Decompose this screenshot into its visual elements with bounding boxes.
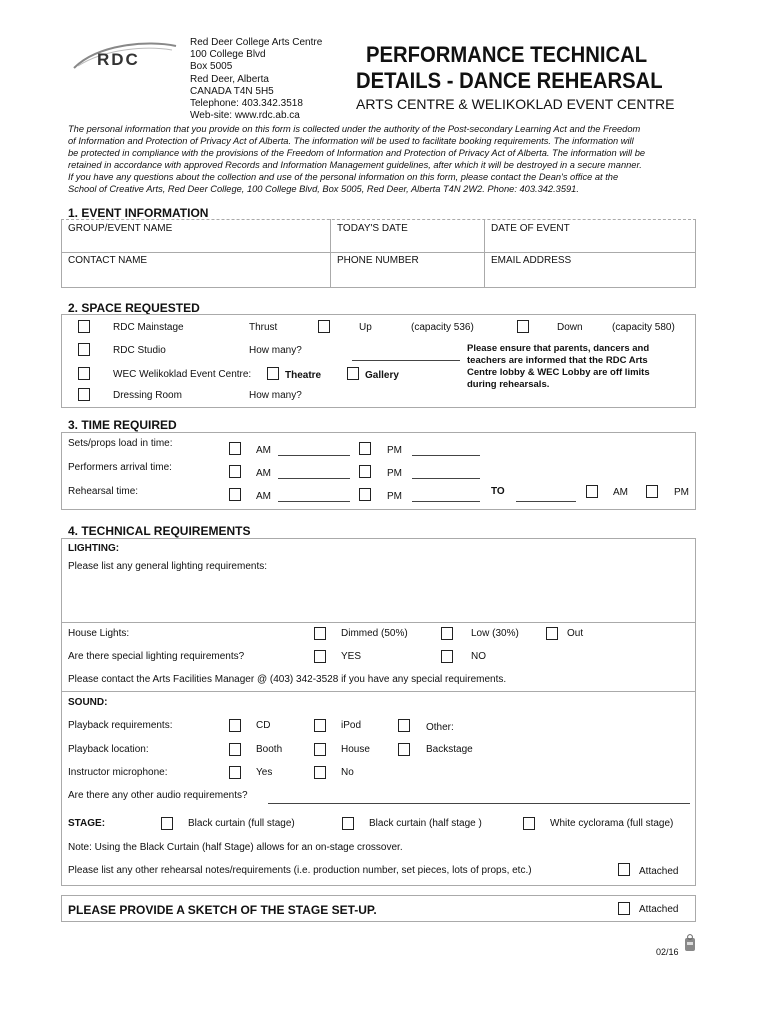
sets-pm-checkbox[interactable] <box>359 442 371 455</box>
out-checkbox[interactable] <box>546 627 558 640</box>
address-line: Red Deer, Alberta <box>190 73 269 85</box>
pm-label: PM <box>387 468 402 479</box>
sets-am-input[interactable] <box>278 455 350 456</box>
audio-requirements-input[interactable] <box>268 803 690 804</box>
divider <box>484 219 485 288</box>
gallery-checkbox[interactable] <box>347 367 359 380</box>
rehearsal-to-am-checkbox[interactable] <box>586 485 598 498</box>
attached-label: Attached <box>639 904 679 915</box>
address-line: Box 5005 <box>190 61 233 73</box>
capacity-536-label: (capacity 536) <box>411 322 474 333</box>
rehearsal-notes-prompt: Please list any other rehearsal notes/requirements (i.e. production number, set pieces, lots of props, etc.) <box>68 865 532 876</box>
to-label: TO <box>491 486 505 497</box>
address-line: 100 College Blvd <box>190 49 266 61</box>
studio-checkbox[interactable] <box>78 343 90 356</box>
theatre-checkbox[interactable] <box>267 367 279 380</box>
white-cyc-checkbox[interactable] <box>523 817 535 830</box>
section-title-technical: 4. TECHNICAL REQUIREMENTS <box>68 524 251 538</box>
black-half-checkbox[interactable] <box>342 817 354 830</box>
cd-checkbox[interactable] <box>229 719 241 732</box>
dimmed-checkbox[interactable] <box>314 627 326 640</box>
sets-load-label: Sets/props load in time: <box>68 438 173 449</box>
privacy-notice <box>68 123 708 195</box>
mic-no-checkbox[interactable] <box>314 766 326 779</box>
booth-label: Booth <box>256 744 283 755</box>
divider <box>61 622 696 623</box>
special-yes-checkbox[interactable] <box>314 650 326 663</box>
special-no-checkbox[interactable] <box>441 650 453 663</box>
audio-question: Are there any other audio requirements? <box>68 790 248 801</box>
lobby-notice <box>467 343 650 391</box>
section-title-event: 1. EVENT INFORMATION <box>68 206 209 220</box>
house-lights-label: House Lights: <box>68 628 130 639</box>
yes-label: YES <box>341 651 362 662</box>
address-block <box>190 37 322 122</box>
studio-label: RDC Studio <box>113 345 166 356</box>
section-title-space: 2. SPACE REQUESTED <box>68 301 200 315</box>
todays-date-field[interactable]: TODAY'S DATE <box>337 223 408 234</box>
how-many-label: How many? <box>249 345 302 356</box>
thrust-label: Thrust <box>249 322 278 333</box>
dressing-room-label: Dressing Room <box>113 390 182 401</box>
attached-label: Attached <box>639 866 679 877</box>
backstage-label: Backstage <box>426 744 473 755</box>
sets-pm-input[interactable] <box>412 455 480 456</box>
mic-yes-label: Yes <box>256 767 273 778</box>
date-of-event-field[interactable]: DATE OF EVENT <box>491 223 570 234</box>
group-event-name-field[interactable]: GROUP/EVENT NAME <box>68 223 173 234</box>
white-cyc-label: White cyclorama (full stage) <box>550 818 674 829</box>
performers-am-input[interactable] <box>278 478 350 479</box>
low-checkbox[interactable] <box>441 627 453 640</box>
mic-no-label: No <box>341 767 354 778</box>
wec-label: WEC Welikoklad Event Centre: <box>113 369 252 380</box>
rehearsal-to-pm-checkbox[interactable] <box>646 485 658 498</box>
logo-text: RDC <box>97 50 140 69</box>
sets-am-checkbox[interactable] <box>229 442 241 455</box>
rehearsal-pm-input[interactable] <box>412 501 480 502</box>
divider <box>330 219 331 288</box>
black-full-label: Black curtain (full stage) <box>188 818 295 829</box>
how-many-label: How many? <box>249 390 302 401</box>
playback-requirements-label: Playback requirements: <box>68 720 173 731</box>
privacy-line: retained in accordance with approved Records and Information Management guidelines, after which it will be destroyed in a secure manner. <box>68 160 642 170</box>
notes-attached-checkbox[interactable] <box>618 863 630 876</box>
page-title-line2: DETAILS - DANCE REHEARSAL <box>356 68 663 93</box>
address-line: Web-site: www.rdc.ab.ca <box>190 110 300 122</box>
address-line: Red Deer College Arts Centre <box>190 37 323 48</box>
black-full-checkbox[interactable] <box>161 817 173 830</box>
pm-label: PM <box>387 491 402 502</box>
dimmed-label: Dimmed (50%) <box>341 628 408 639</box>
privacy-line: The personal information that you provide on this form is collected under the authority of the Post-secondary Learning Act and the Freedom <box>68 124 641 134</box>
am-label: AM <box>256 468 271 479</box>
performers-arrival-label: Performers arrival time: <box>68 462 172 473</box>
house-label: House <box>341 744 370 755</box>
privacy-line: If you have any questions about the collection and use of the personal information on this form, please contact the Dean's office at the <box>68 172 619 182</box>
page-title-line1: PERFORMANCE TECHNICAL <box>366 42 648 67</box>
playback-location-label: Playback location: <box>68 744 149 755</box>
am-label: AM <box>256 491 271 502</box>
pm-label: PM <box>387 445 402 456</box>
notice-line: teachers are informed that the RDC Arts <box>467 355 648 366</box>
notice-line: Centre lobby & WEC Lobby are off limits <box>467 367 650 378</box>
how-many-input[interactable] <box>352 360 460 361</box>
low-label: Low (30%) <box>471 628 519 639</box>
sketch-attached-checkbox[interactable] <box>618 902 630 915</box>
other-label: Other: <box>426 722 454 733</box>
sound-heading: SOUND: <box>68 697 108 708</box>
recycle-icon <box>684 934 696 952</box>
backstage-checkbox[interactable] <box>398 743 410 756</box>
phone-number-field[interactable]: PHONE NUMBER <box>337 255 419 266</box>
privacy-line: of Information and Protection of Privacy Act of Alberta. The information will be used to facilitate booking requirements. The information will <box>68 136 634 146</box>
cd-label: CD <box>256 720 271 731</box>
pm-label: PM <box>674 487 689 498</box>
lighting-heading: LIGHTING: <box>68 543 120 554</box>
rehearsal-time-label: Rehearsal time: <box>68 486 139 497</box>
wec-checkbox[interactable] <box>78 367 90 380</box>
mainstage-label: RDC Mainstage <box>113 322 184 333</box>
mic-yes-checkbox[interactable] <box>229 766 241 779</box>
special-lighting-question: Are there special lighting requirements? <box>68 651 245 662</box>
am-label: AM <box>613 487 628 498</box>
privacy-line: be protected in compliance with the provisions of the Freedom of Information and Protection of Privacy Act of Alberta. The information will be <box>68 148 646 158</box>
booth-checkbox[interactable] <box>229 743 241 756</box>
address-line: Telephone: 403.342.3518 <box>190 98 303 110</box>
instructor-mic-label: Instructor microphone: <box>68 767 168 778</box>
rehearsal-am-input[interactable] <box>278 501 350 502</box>
page-subtitle: ARTS CENTRE & WELIKOKLAD EVENT CENTRE <box>356 96 675 112</box>
stage-note: Note: Using the Black Curtain (half Stage) allows for an on-stage crossover. <box>68 842 403 853</box>
mainstage-checkbox[interactable] <box>78 320 90 333</box>
ipod-checkbox[interactable] <box>314 719 326 732</box>
house-checkbox[interactable] <box>314 743 326 756</box>
lighting-list-prompt[interactable]: Please list any general lighting requirements: <box>68 561 267 572</box>
performers-am-checkbox[interactable] <box>229 465 241 478</box>
sketch-label: PLEASE PROVIDE A SKETCH OF THE STAGE SET-UP. <box>68 903 377 917</box>
rehearsal-to-input[interactable] <box>516 501 576 502</box>
section-title-time: 3. TIME REQUIRED <box>68 418 177 432</box>
notice-line: Please ensure that parents, dancers and <box>467 343 650 354</box>
stage-heading: STAGE: <box>68 818 106 829</box>
performers-pm-checkbox[interactable] <box>359 465 371 478</box>
form-code: 02/16 <box>656 947 679 957</box>
out-label: Out <box>567 628 584 639</box>
ipod-label: iPod <box>341 720 362 731</box>
divider <box>61 691 696 692</box>
down-checkbox[interactable] <box>517 320 529 333</box>
capacity-580-label: (capacity 580) <box>612 322 675 333</box>
dressing-room-checkbox[interactable] <box>78 388 90 401</box>
other-checkbox[interactable] <box>398 719 410 732</box>
no-label: NO <box>471 651 486 662</box>
address-line: CANADA T4N 5H5 <box>190 85 274 97</box>
down-label: Down <box>557 322 583 333</box>
divider <box>61 252 696 253</box>
privacy-line: School of Creative Arts, Red Deer College, 100 College Blvd, Box 5005, Red Deer, Alberta T4N 2W2. Phone: 403.342.3591. <box>68 184 579 194</box>
up-label: Up <box>359 322 372 333</box>
contact-manager-note: Please contact the Arts Facilities Manager @ (403) 342-3528 if you have any special requirements. <box>68 674 507 685</box>
gallery-label: Gallery <box>365 370 399 381</box>
rehearsal-pm-checkbox[interactable] <box>359 488 371 501</box>
technical-table <box>61 538 696 886</box>
performers-pm-input[interactable] <box>412 478 480 479</box>
email-address-field[interactable]: EMAIL ADDRESS <box>491 255 572 266</box>
contact-name-field[interactable]: CONTACT NAME <box>68 255 148 266</box>
am-label: AM <box>256 445 271 456</box>
black-half-label: Black curtain (half stage ) <box>369 818 482 829</box>
thrust-checkbox[interactable] <box>318 320 330 333</box>
theatre-label: Theatre <box>285 370 322 381</box>
rehearsal-am-checkbox[interactable] <box>229 488 241 501</box>
notice-line: during rehearsals. <box>467 379 550 390</box>
